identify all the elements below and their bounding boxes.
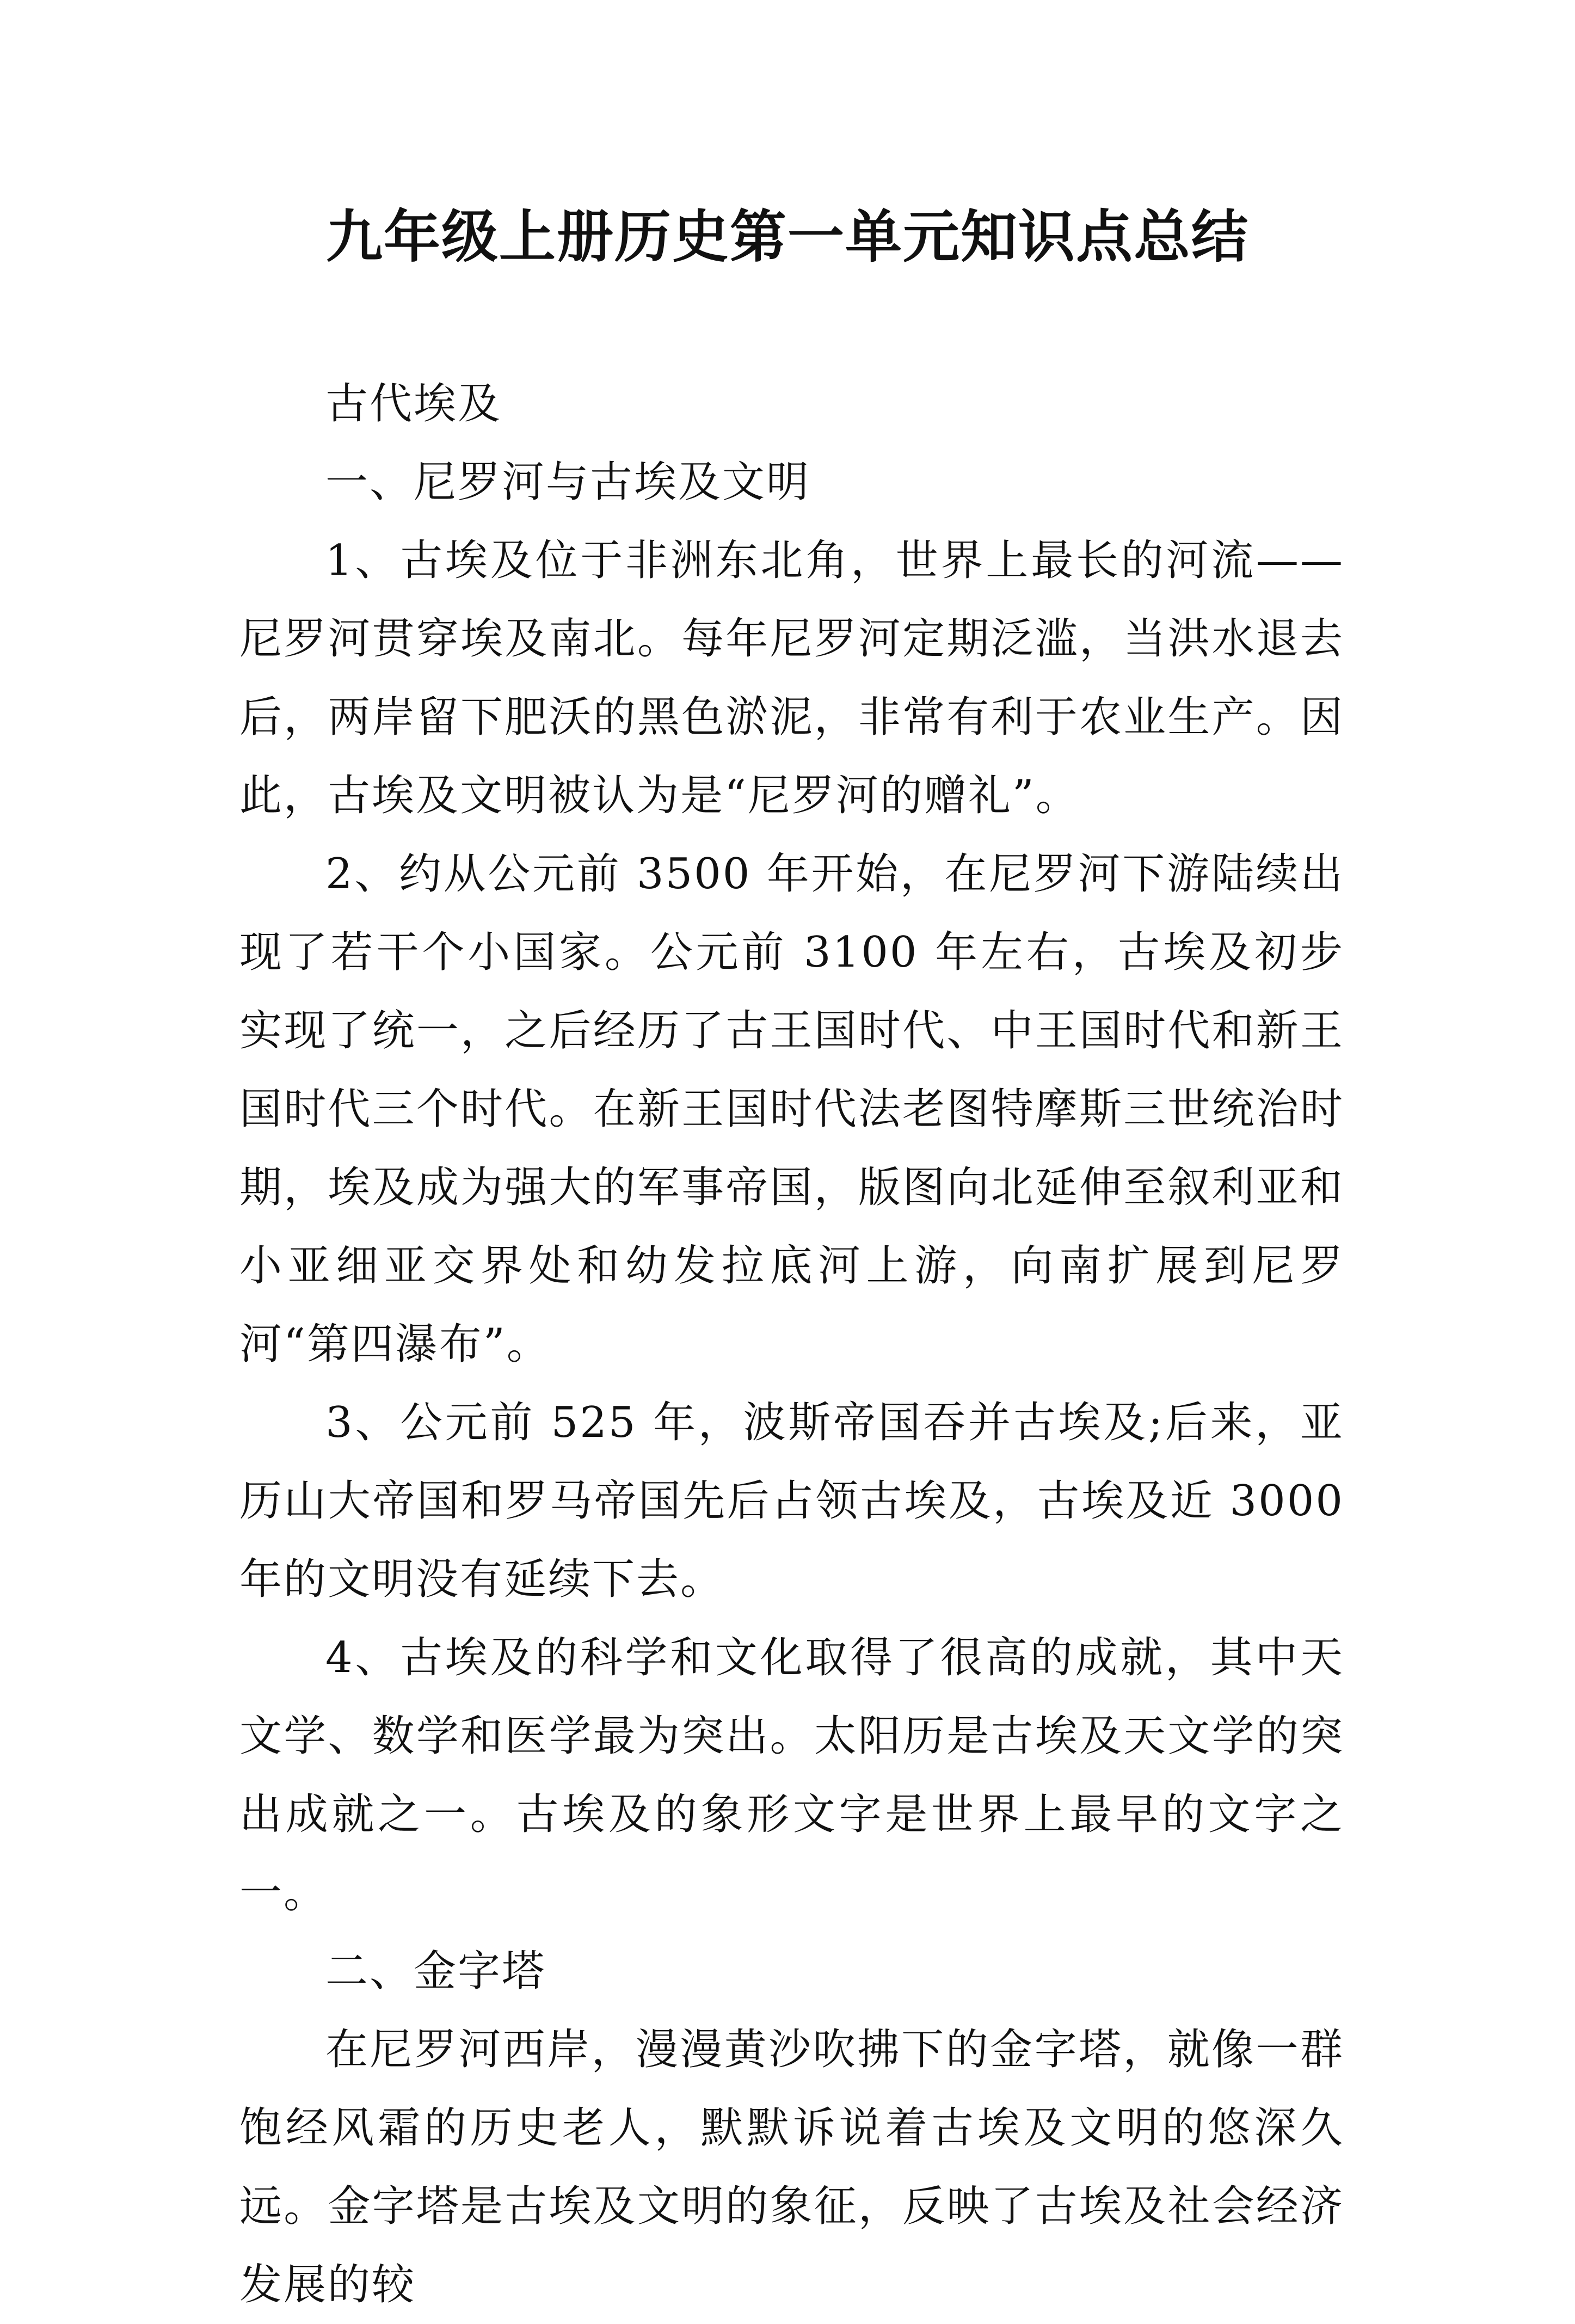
heading-ancient-egypt: 古代埃及 [325,379,502,428]
section-heading-nile: 一、尼罗河与古埃及文明 [325,458,811,507]
paragraph-5: 在尼罗河西岸，漫漫黄沙吹拂下的金字塔，就像一群饱经风霜的历史老人，默默诉说着古埃及文明的悠深久远。金字塔是古埃及文明的象征，反映了古埃及社会经济发展的较 [239,2025,1344,2309]
paragraph-2: 2、约从公元前 3500 年开始，在尼罗河下游陆续出现了若干个小国家。公元前 3100 年左右，古埃及初步实现了统一，之后经历了古王国时代、中王国时代和新王国时代三个时代。在新王国时代法老图特摩斯三世统治时期，埃及成为强大的军事帝国，版图向北延伸至叙利亚和小亚细亚交界处和幼发拉底河上游，向南扩展到尼罗河“第四瀑布”。 [239,850,1344,1369]
document-title: 九年级上册历史第一单元知识点总结 [325,203,1249,270]
document-body [239,365,1344,2324]
paragraph-3: 3、公元前 525 年，波斯帝国吞并古埃及;后来，亚历山大帝国和罗马帝国先后占领古埃及，古埃及近 3000 年的文明没有延续下去。 [239,1398,1344,1604]
section-heading-pyramids: 二、金字塔 [325,1947,546,1996]
paragraph-4: 4、古埃及的科学和文化取得了很高的成就，其中天文学、数学和医学最为突出。太阳历是古埃及天文学的突出成就之一。古埃及的象形文字是世界上最早的文字之一。 [239,1633,1344,1917]
paragraph-1: 1、古埃及位于非洲东北角，世界上最长的河流——尼罗河贯穿埃及南北。每年尼罗河定期泛滥，当洪水退去后，两岸留下肥沃的黑色淤泥，非常有利于农业生产。因此，古埃及文明被认为是“尼罗河的赠礼”。 [239,536,1344,820]
